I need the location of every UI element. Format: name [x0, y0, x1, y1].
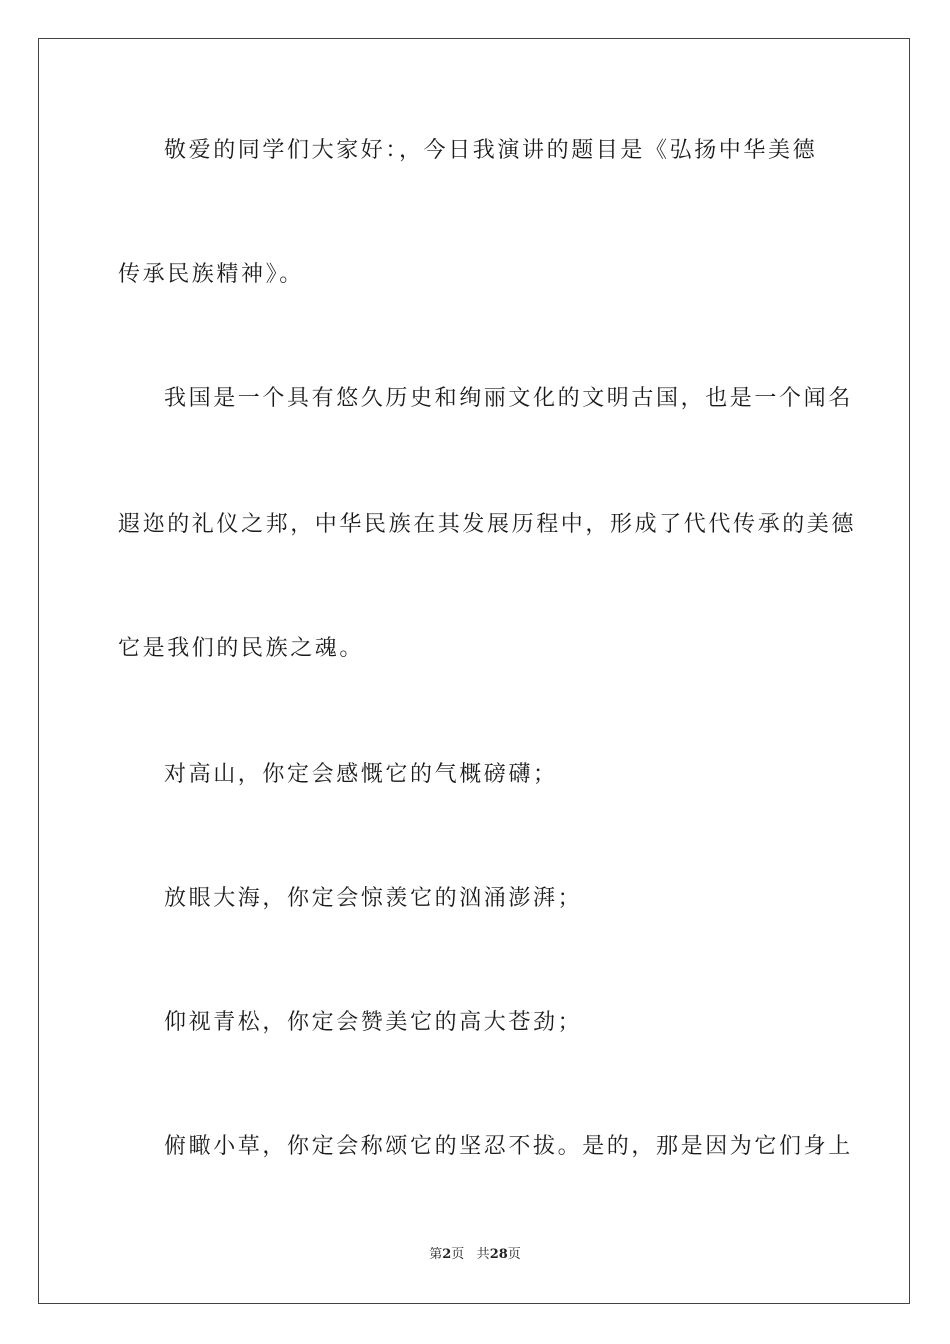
page-border	[38, 38, 910, 1304]
total-prefix: 共	[476, 1247, 490, 1262]
paragraph-line: 放眼大海，你定会惊羡它的汹涌澎湃；	[164, 886, 583, 911]
paragraph-line: 对高山，你定会感慨它的气概磅礴；	[164, 762, 558, 787]
page-suffix: 页	[451, 1247, 465, 1262]
page-number: 2	[442, 1247, 452, 1262]
paragraph-line: 俯瞰小草，你定会称颂它的坚忍不拔。是的，那是因为它们身上	[164, 1134, 853, 1159]
paragraph-line: 我国是一个具有悠久历史和绚丽文化的文明古国，也是一个闻名	[164, 386, 853, 411]
paragraph-line: 遐迩的礼仪之邦，中华民族在其发展历程中，形成了代代传承的美德	[118, 512, 857, 537]
page-prefix: 第	[429, 1247, 443, 1262]
paragraph-line: 敬爱的同学们大家好：，今日我演讲的题目是《弘扬中华美德	[164, 138, 818, 163]
paragraph-line: 传承民族精神》。	[118, 262, 304, 287]
total-suffix: 页	[507, 1247, 521, 1262]
total-pages: 28	[489, 1247, 508, 1262]
page-footer	[0, 1246, 950, 1264]
paragraph-line: 它是我们的民族之魂。	[118, 636, 365, 661]
paragraph-line: 仰视青松，你定会赞美它的高大苍劲；	[164, 1010, 583, 1035]
